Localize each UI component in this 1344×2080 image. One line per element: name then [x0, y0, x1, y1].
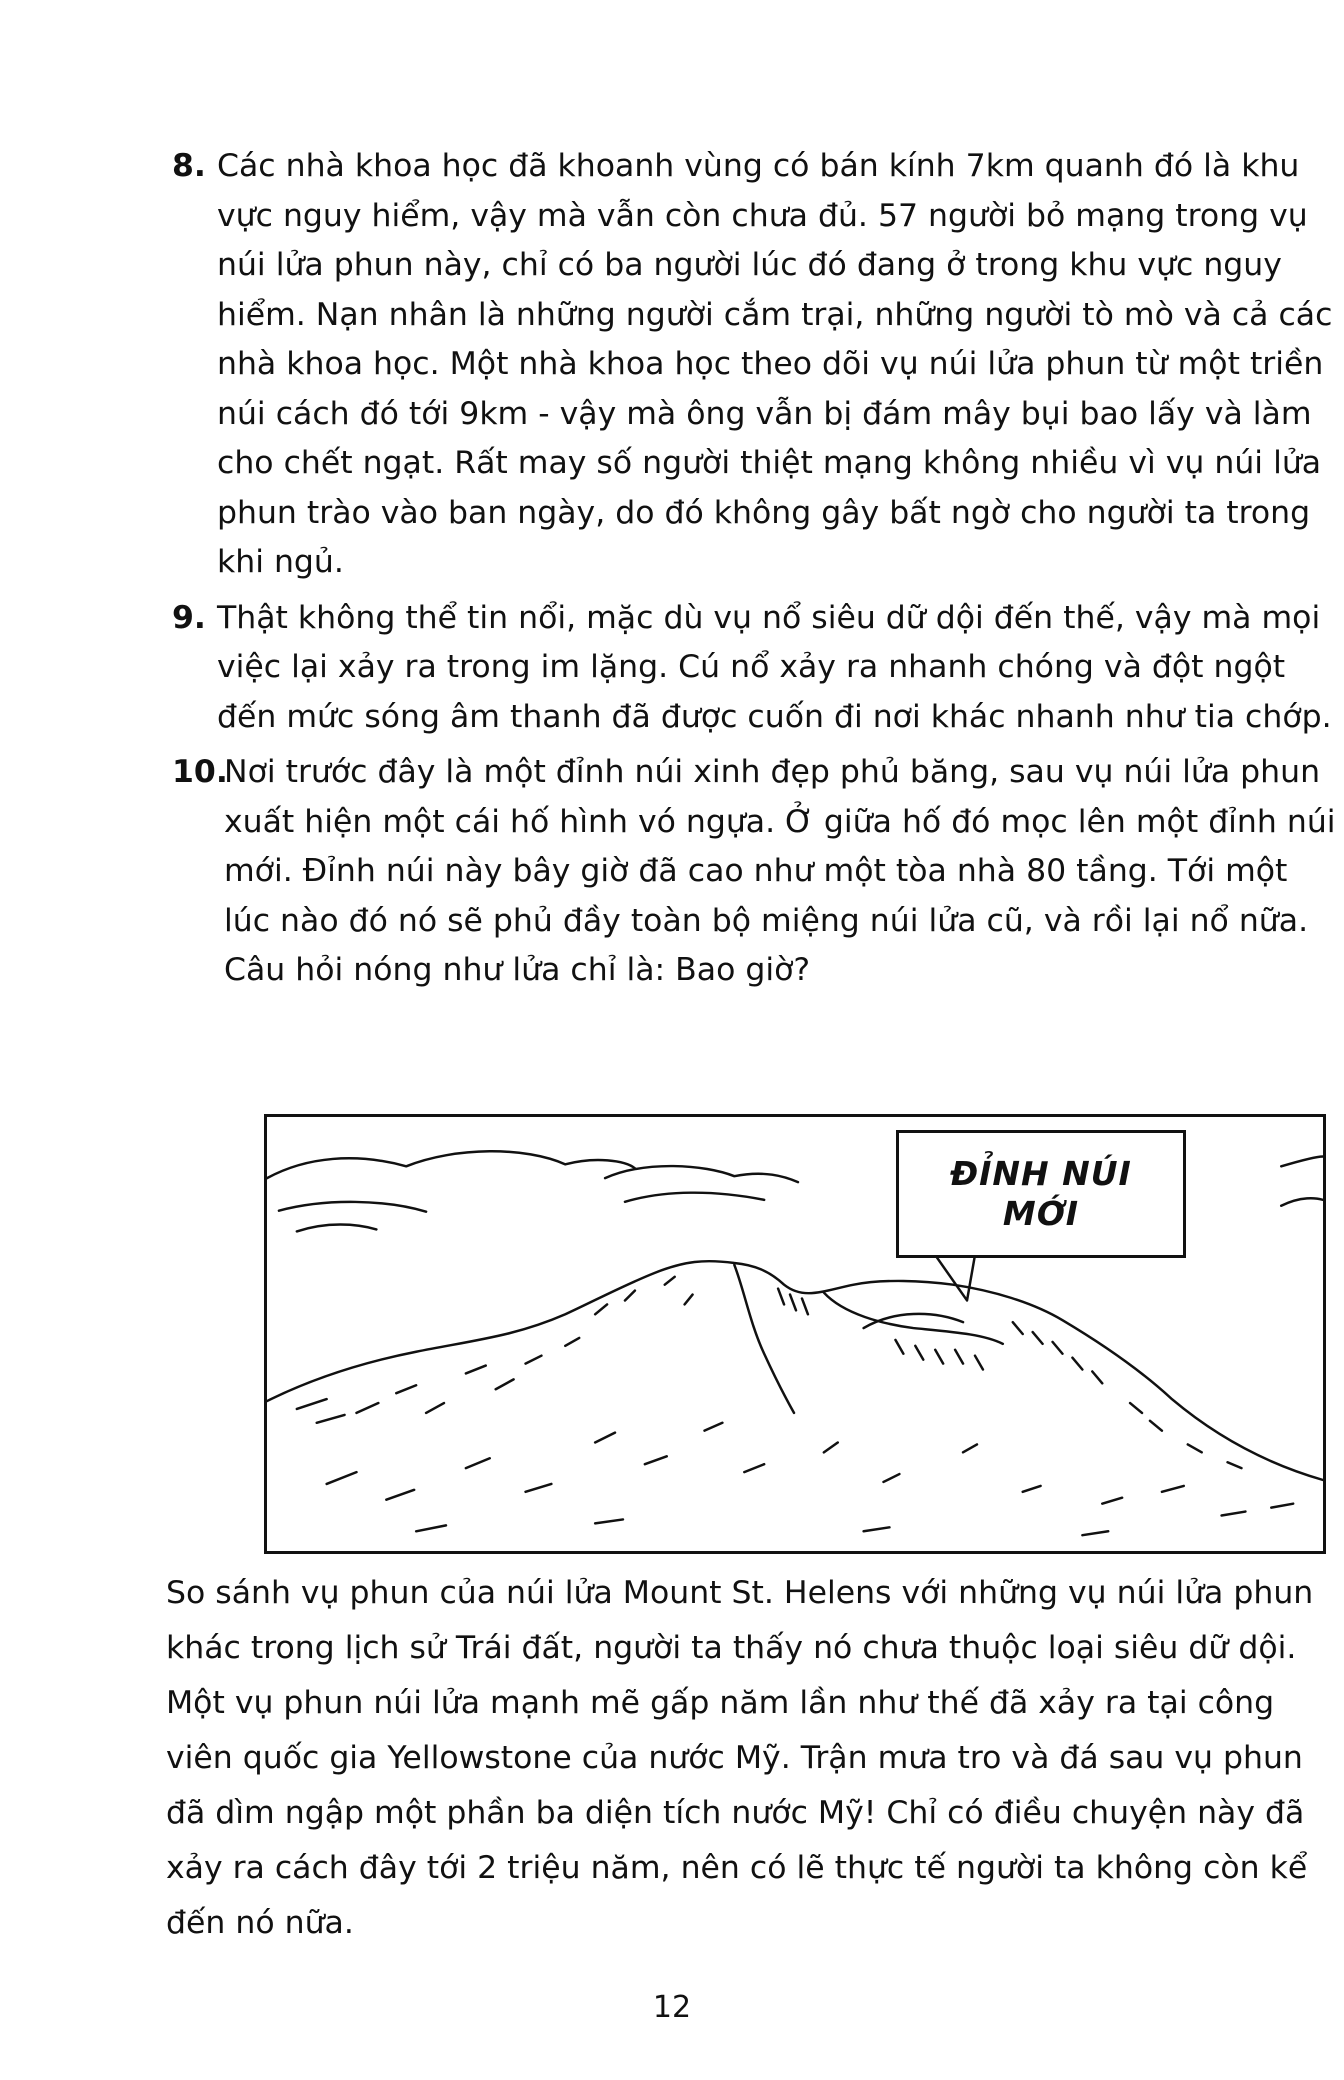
list-item-8 [172, 142, 1337, 588]
page-number: 12 [652, 1990, 692, 2025]
callout-line-2: MỚI [1002, 1194, 1080, 1233]
body-paragraph: So sánh vụ phun của núi lửa Mount St. Helens với những vụ núi lửa phun khác trong lịch sử Trái đất, người ta thấy nó chưa thuộc loại siêu dữ dội. Một vụ phun núi lửa mạnh mẽ gấp năm lần như thế đã xảy ra tại công viên quốc gia Yellowstone của nước Mỹ. Trận mưa tro và đá sau vụ phun đã dìm ngập một phần ba diện tích nước Mỹ! Chỉ có điều chuyện này đã xảy ra cách đây tới 2 triệu năm, nên có lẽ thực tế người ta không còn kể đến nó nữa. [166, 1575, 1314, 1941]
item-text: Thật không thể tin nổi, mặc dù vụ nổ siêu dữ dội đến thế, vậy mà mọi việc lại xảy ra trong im lặng. Cú nổ xảy ra nhanh chóng và đột ngột đến mức sóng âm thanh đã được cuốn đi nơi khác nhanh như tia chớp. [217, 599, 1332, 735]
callout-line-1: ĐỈNH NÚI [950, 1154, 1132, 1193]
item-number: 10. [172, 754, 228, 790]
callout-box [896, 1130, 1186, 1258]
item-number: 9. [172, 599, 206, 636]
item-text: Nơi trước đây là một đỉnh núi xinh đẹp phủ băng, sau vụ núi lửa phun xuất hiện một cái hố hình vó ngựa. Ở giữa hố đó mọc lên một đỉnh núi mới. Đỉnh núi này bây giờ đã cao như một tòa nhà 80 tầng. Tới một lúc nào đó nó sẽ phủ đầy toàn bộ miệng núi lửa cũ, và rồi lại nổ nữa. Câu hỏi nóng như lửa chỉ là: Bao giờ? [224, 754, 1336, 988]
list-item-10 [172, 748, 1337, 996]
numbered-list [172, 142, 1337, 1002]
list-item-9 [172, 594, 1337, 743]
item-text: Các nhà khoa học đã khoanh vùng có bán kính 7km quanh đó là khu vực nguy hiểm, vậy mà vẫn còn chưa đủ. 57 người bỏ mạng trong vụ núi lửa phun này, chỉ có ba người lúc đó đang ở trong khu vực nguy hiểm. Nạn nhân là những người cắm trại, những người tò mò và cả các nhà khoa học. Một nhà khoa học theo dõi vụ núi lửa phun từ một triền núi cách đó tới 9km - vậy mà ông vẫn bị đám mây bụi bao lấy và làm cho chết ngạt. Rất may số người thiệt mạng không nhiều vì vụ núi lửa phun trào vào ban ngày, do đó không gây bất ngờ cho người ta trong khi ngủ. [217, 148, 1333, 580]
item-number: 8. [172, 148, 206, 184]
